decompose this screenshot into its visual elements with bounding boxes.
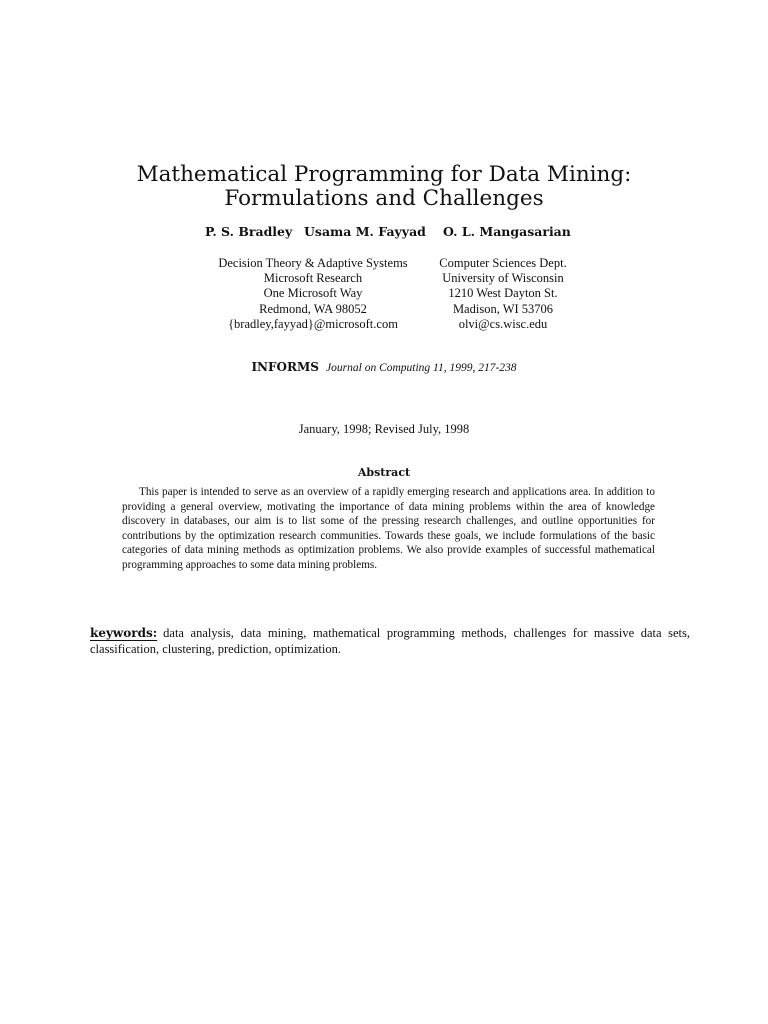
keywords-label: keywords:: [90, 626, 158, 640]
affiliation-line: Computer Sciences Dept.: [439, 256, 567, 270]
author-email: olvi@cs.wisc.edu: [458, 316, 548, 331]
paper-title: [0, 163, 768, 211]
abstract-text: This paper is intended to serve as an overview of a rapidly emerging research and applications area. In addition to providing a general overview, motivating the importance of data mining problems within the area of knowledge discovery in databases, our aim is to list some of the pressing research challenges, and outline opportunities for contributions by the optimization research communities. Towards these goals, we include formulations of the basic categories of data mining methods as optimization problems. We also provide examples of successful mathematical programming approaches to some data mining problems.: [122, 486, 655, 571]
journal-org: INFORMS: [251, 360, 319, 374]
affiliation-line: One Microsoft Way: [263, 286, 363, 301]
affiliation-line: Redmond, WA 98052: [259, 301, 367, 316]
affiliation-right: [418, 256, 588, 332]
abstract-heading: Abstract: [357, 466, 411, 479]
affiliation-line: Madison, WI 53706: [452, 301, 554, 316]
affiliation-line: 1210 West Dayton St.: [448, 286, 558, 301]
affiliation-line: Microsoft Research: [263, 271, 363, 286]
title-line-1: Mathematical Programming for Data Mining:: [136, 162, 632, 187]
author-name: P. S. Bradley: [205, 224, 293, 239]
author-name: O. L. Mangasarian: [443, 224, 571, 239]
author-email: {bradley,fayyad}@microsoft.com: [228, 316, 398, 331]
title-line-2: Formulations and Challenges: [224, 186, 544, 211]
affiliation-line: University of Wisconsin: [442, 271, 564, 286]
publication-date: January, 1998; Revised July, 1998: [298, 422, 470, 436]
keywords-section: [90, 625, 690, 657]
journal-name: Journal on Computing 11, 1999, 217-238: [326, 362, 517, 374]
keywords-text: data analysis, data mining, mathematical programming methods, challenges for massive data sets, classification, clustering, prediction, optimization.: [90, 626, 690, 656]
author-name: Usama M. Fayyad: [304, 224, 426, 239]
journal-citation: [0, 360, 768, 375]
affiliation-line: Decision Theory & Adaptive Systems: [218, 256, 408, 270]
affiliation-left: [196, 256, 430, 332]
